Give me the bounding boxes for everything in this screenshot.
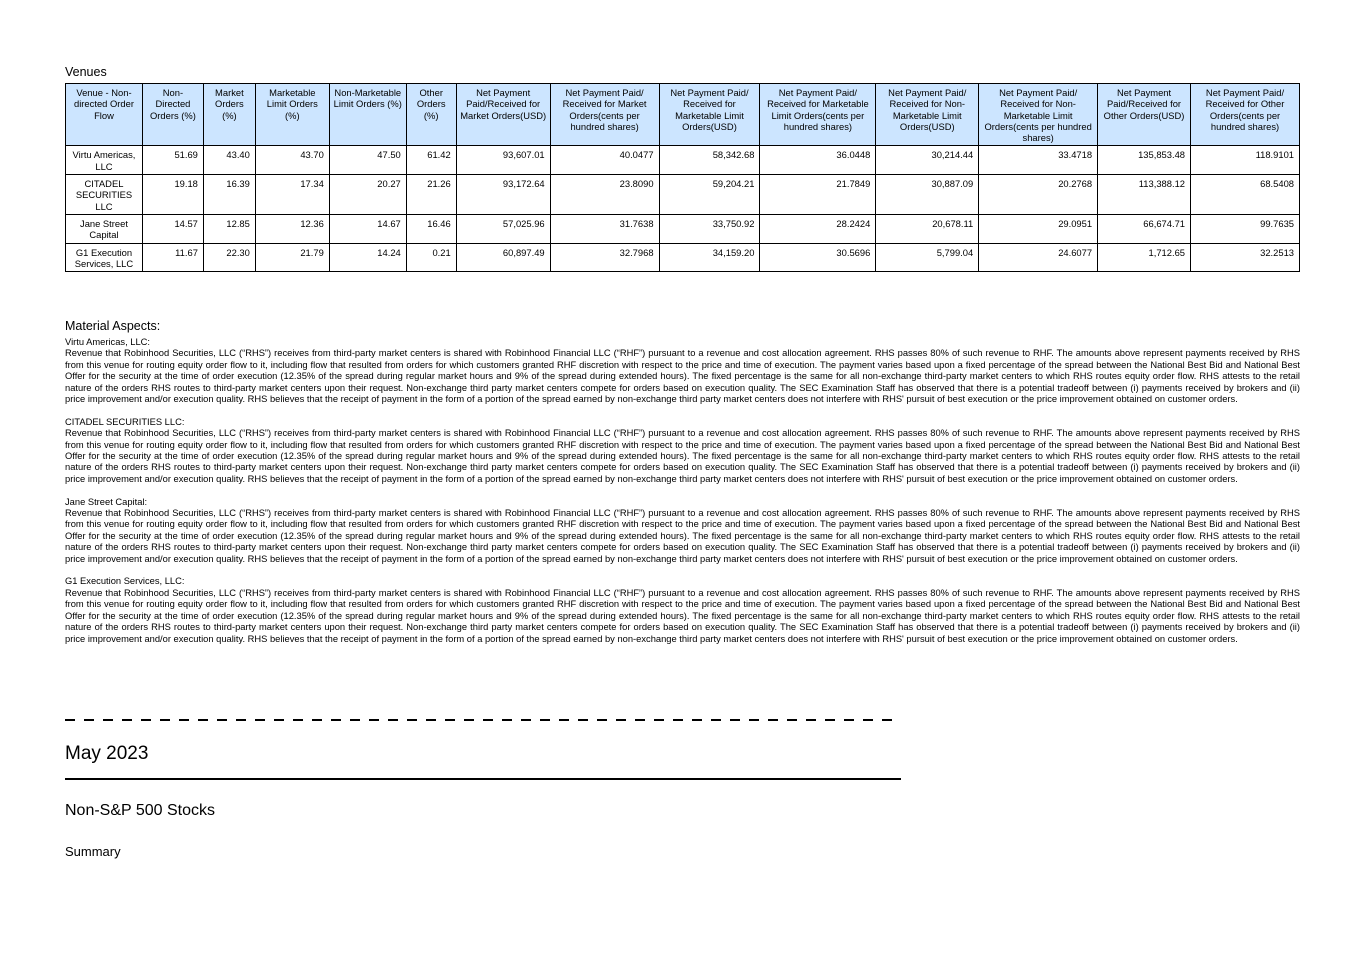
venue-name-cell: Jane Street Capital bbox=[66, 214, 143, 243]
aspect-body-text: Revenue that Robinhood Securities, LLC (“RHS”) receives from third-party market centers is shared with Robinhood Financial LLC (“RHF”) pursuant to a revenue and cost allocation agreement. RHS passes 80% of such revenue to RHF. The amounts above represent payments received by RHS from this venue for routing equity order flow to it, including flow that resulted from orders for which customers granted RHF discretion with respect to the price and time of execution. The payment varies based upon a fixed percentage of the spread between the National Best Bid and National Best Offer for the security at the time of order execution (12.35% of the spread during regular market hours and 9% of the spread during extended hours). The fixed percentage is the same for all non-exchange third-party market centers to which RHS routes equity order flow. RHS attests to the retail nature of the orders RHS routes to third-party market centers upon their request. Non-exchange third party market centers compete for orders based on execution quality. The SEC Examination Staff has observed that there is a potential tradeoff between (i) payments received by brokers and (ii) price improvement and/or execution quality. RHS believes that the receipt of payment in the form of a portion of the spread earned by non-exchange third party market centers does not interfere with RHS' pursuit of best execution or the price improvement obtained on customer orders. bbox=[65, 428, 1300, 484]
table-cell: 34,159.20 bbox=[659, 243, 760, 272]
table-row bbox=[66, 214, 1300, 243]
table-cell: 33.4718 bbox=[979, 146, 1098, 175]
table-cell: 57,025.96 bbox=[456, 214, 550, 243]
column-header: Net Payment Paid/Received for Other Orders(USD) bbox=[1098, 84, 1191, 146]
table-cell: 28.2424 bbox=[760, 214, 876, 243]
column-header: Net Payment Paid/Received for Market Orders(USD) bbox=[456, 84, 550, 146]
table-cell: 93,172.64 bbox=[456, 175, 550, 215]
table-cell: 16.39 bbox=[203, 175, 255, 215]
table-cell: 30.5696 bbox=[760, 243, 876, 272]
table-cell: 0.21 bbox=[406, 243, 456, 272]
table-cell: 30,214.44 bbox=[876, 146, 979, 175]
aspect-venue-label: Jane Street Capital: bbox=[65, 496, 148, 507]
column-header: Net Payment Paid/ Received for Non-Marketable Limit Orders(USD) bbox=[876, 84, 979, 146]
table-cell: 24.6077 bbox=[979, 243, 1098, 272]
table-cell: 58,342.68 bbox=[659, 146, 760, 175]
column-header: Net Payment Paid/ Received for Marketable Limit Orders(cents per hundred shares) bbox=[760, 84, 876, 146]
material-aspect-item bbox=[65, 576, 1300, 644]
material-aspects-title: Material Aspects: bbox=[65, 319, 161, 333]
aspect-venue-label: G1 Execution Services, LLC: bbox=[65, 576, 185, 587]
table-cell: 21.79 bbox=[255, 243, 329, 272]
table-cell: 40.0477 bbox=[550, 146, 659, 175]
table-cell: 20.27 bbox=[329, 175, 406, 215]
table-cell: 16.46 bbox=[406, 214, 456, 243]
column-header: Non-Marketable Limit Orders (%) bbox=[329, 84, 406, 146]
venue-name-cell: Virtu Americas, LLC bbox=[66, 146, 143, 175]
table-cell: 60,897.49 bbox=[456, 243, 550, 272]
table-cell: 43.40 bbox=[203, 146, 255, 175]
table-cell: 21.7849 bbox=[760, 175, 876, 215]
table-cell: 31.7638 bbox=[550, 214, 659, 243]
column-header: Marketable Limit Orders (%) bbox=[255, 84, 329, 146]
table-cell: 11.67 bbox=[142, 243, 203, 272]
table-cell: 93,607.01 bbox=[456, 146, 550, 175]
column-header: Other Orders (%) bbox=[406, 84, 456, 146]
column-header: Net Payment Paid/ Received for Marketable Limit Orders(USD) bbox=[659, 84, 760, 146]
table-cell: 20.2768 bbox=[979, 175, 1098, 215]
column-header: Net Payment Paid/ Received for Other Orders(cents per hundred shares) bbox=[1191, 84, 1300, 146]
table-cell: 12.36 bbox=[255, 214, 329, 243]
table-cell: 99.7635 bbox=[1191, 214, 1300, 243]
table-cell: 43.70 bbox=[255, 146, 329, 175]
table-cell: 14.57 bbox=[142, 214, 203, 243]
table-cell: 118.9101 bbox=[1191, 146, 1300, 175]
venues-title: Venues bbox=[65, 65, 107, 79]
table-cell: 1,712.65 bbox=[1098, 243, 1191, 272]
table-cell: 66,674.71 bbox=[1098, 214, 1191, 243]
table-cell: 33,750.92 bbox=[659, 214, 760, 243]
column-header: Net Payment Paid/ Received for Market Orders(cents per hundred shares) bbox=[550, 84, 659, 146]
venues-table bbox=[65, 83, 1300, 272]
table-cell: 32.2513 bbox=[1191, 243, 1300, 272]
venue-name-cell: G1 Execution Services, LLC bbox=[66, 243, 143, 272]
solid-divider bbox=[65, 778, 901, 780]
column-header: Non-Directed Orders (%) bbox=[142, 84, 203, 146]
table-cell: 59,204.21 bbox=[659, 175, 760, 215]
material-aspect-item bbox=[65, 417, 1300, 485]
table-row bbox=[66, 243, 1300, 272]
table-cell: 12.85 bbox=[203, 214, 255, 243]
column-header: Net Payment Paid/ Received for Non-Marketable Limit Orders(cents per hundred shares) bbox=[979, 84, 1098, 146]
material-aspect-item bbox=[65, 497, 1300, 565]
column-header: Venue - Non-directed Order Flow bbox=[66, 84, 143, 146]
table-row bbox=[66, 146, 1300, 175]
column-header: Market Orders (%) bbox=[203, 84, 255, 146]
table-cell: 135,853.48 bbox=[1098, 146, 1191, 175]
table-cell: 20,678.11 bbox=[876, 214, 979, 243]
table-cell: 14.67 bbox=[329, 214, 406, 243]
table-cell: 68.5408 bbox=[1191, 175, 1300, 215]
table-row bbox=[66, 175, 1300, 215]
aspect-venue-label: Virtu Americas, LLC: bbox=[65, 337, 150, 347]
table-cell: 30,887.09 bbox=[876, 175, 979, 215]
stocks-category-heading: Non-S&P 500 Stocks bbox=[65, 802, 216, 819]
aspect-body-text: Revenue that Robinhood Securities, LLC (“RHS”) receives from third-party market centers is shared with Robinhood Financial LLC (“RHF”) pursuant to a revenue and cost allocation agreement. RHS passes 80% of such revenue to RHF. The amounts above represent payments received by RHS from this venue for routing equity order flow to it, including flow that resulted from orders for which customers granted RHF discretion with respect to the price and time of execution. The payment varies based upon a fixed percentage of the spread between the National Best Bid and National Best Offer for the security at the time of order execution (12.35% of the spread during regular market hours and 9% of the spread during extended hours). The fixed percentage is the same for all non-exchange third-party market centers to which RHS routes equity order flow. RHS attests to the retail nature of the orders RHS routes to third-party market centers upon their request. Non-exchange third party market centers compete for orders based on execution quality. The SEC Examination Staff has observed that there is a potential tradeoff between (i) payments received by brokers and (ii) price improvement and/or execution quality. RHS believes that the receipt of payment in the form of a portion of the spread earned by non-exchange third party market centers does not interfere with RHS' pursuit of best execution or the price improvement obtained on customer orders. bbox=[65, 508, 1300, 564]
table-cell: 32.7968 bbox=[550, 243, 659, 272]
table-cell: 36.0448 bbox=[760, 146, 876, 175]
material-aspect-item bbox=[65, 337, 1300, 405]
summary-heading: Summary bbox=[65, 844, 121, 859]
month-heading: May 2023 bbox=[65, 743, 149, 764]
table-cell: 22.30 bbox=[203, 243, 255, 272]
table-cell: 17.34 bbox=[255, 175, 329, 215]
material-aspects-list bbox=[65, 337, 1300, 656]
table-cell: 5,799.04 bbox=[876, 243, 979, 272]
table-cell: 21.26 bbox=[406, 175, 456, 215]
table-cell: 29.0951 bbox=[979, 214, 1098, 243]
table-cell: 51.69 bbox=[142, 146, 203, 175]
table-cell: 113,388.12 bbox=[1098, 175, 1191, 215]
table-header-row bbox=[66, 84, 1300, 146]
table-cell: 23.8090 bbox=[550, 175, 659, 215]
table-cell: 61.42 bbox=[406, 146, 456, 175]
table-cell: 47.50 bbox=[329, 146, 406, 175]
venues-table-body bbox=[66, 146, 1300, 272]
table-cell: 19.18 bbox=[142, 175, 203, 215]
table-cell: 14.24 bbox=[329, 243, 406, 272]
aspect-body-text: Revenue that Robinhood Securities, LLC (“RHS”) receives from third-party market centers is shared with Robinhood Financial LLC (“RHF”) pursuant to a revenue and cost allocation agreement. RHS passes 80% of such revenue to RHF. The amounts above represent payments received by RHS from this venue for routing equity order flow to it, including flow that resulted from orders for which customers granted RHF discretion with respect to the price and time of execution. The payment varies based upon a fixed percentage of the spread between the National Best Bid and National Best Offer for the security at the time of order execution (12.35% of the spread during regular market hours and 9% of the spread during extended hours). The fixed percentage is the same for all non-exchange third-party market centers to which RHS routes equity order flow. RHS attests to the retail nature of the orders RHS routes to third-party market centers upon their request. Non-exchange third party market centers compete for orders based on execution quality. The SEC Examination Staff has observed that there is a potential tradeoff between (i) payments received by brokers and (ii) price improvement and/or execution quality. RHS believes that the receipt of payment in the form of a portion of the spread earned by non-exchange third party market centers does not interfere with RHS' pursuit of best execution or the price improvement obtained on customer orders. bbox=[65, 587, 1300, 644]
dashed-divider bbox=[65, 719, 901, 721]
aspect-venue-label: CITADEL SECURITIES LLC: bbox=[65, 416, 185, 427]
aspect-body-text: Revenue that Robinhood Securities, LLC (“RHS”) receives from third-party market centers is shared with Robinhood Financial LLC (“RHF”) pursuant to a revenue and cost allocation agreement. RHS passes 80% of such revenue to RHF. The amounts above represent payments received by RHS from this venue for routing equity order flow to it, including flow that resulted from orders for which customers granted RHF discretion with respect to the price and time of execution. The payment varies based upon a fixed percentage of the spread between the National Best Bid and National Best Offer for the security at the time of order execution (12.35% of the spread during regular market hours and 9% of the spread during extended hours). The fixed percentage is the same for all non-exchange third-party market centers to which RHS routes equity order flow. RHS attests to the retail nature of the orders RHS routes to third-party market centers upon their request. Non-exchange third party market centers compete for orders based on execution quality. The SEC Examination Staff has observed that there is a potential tradeoff between (i) payments received by brokers and (ii) price improvement and/or execution quality. RHS believes that the receipt of payment in the form of a portion of the spread earned by non-exchange third party market centers does not interfere with RHS' pursuit of best execution or the price improvement obtained on customer orders. bbox=[65, 348, 1300, 405]
venue-name-cell: CITADEL SECURITIES LLC bbox=[66, 175, 143, 215]
